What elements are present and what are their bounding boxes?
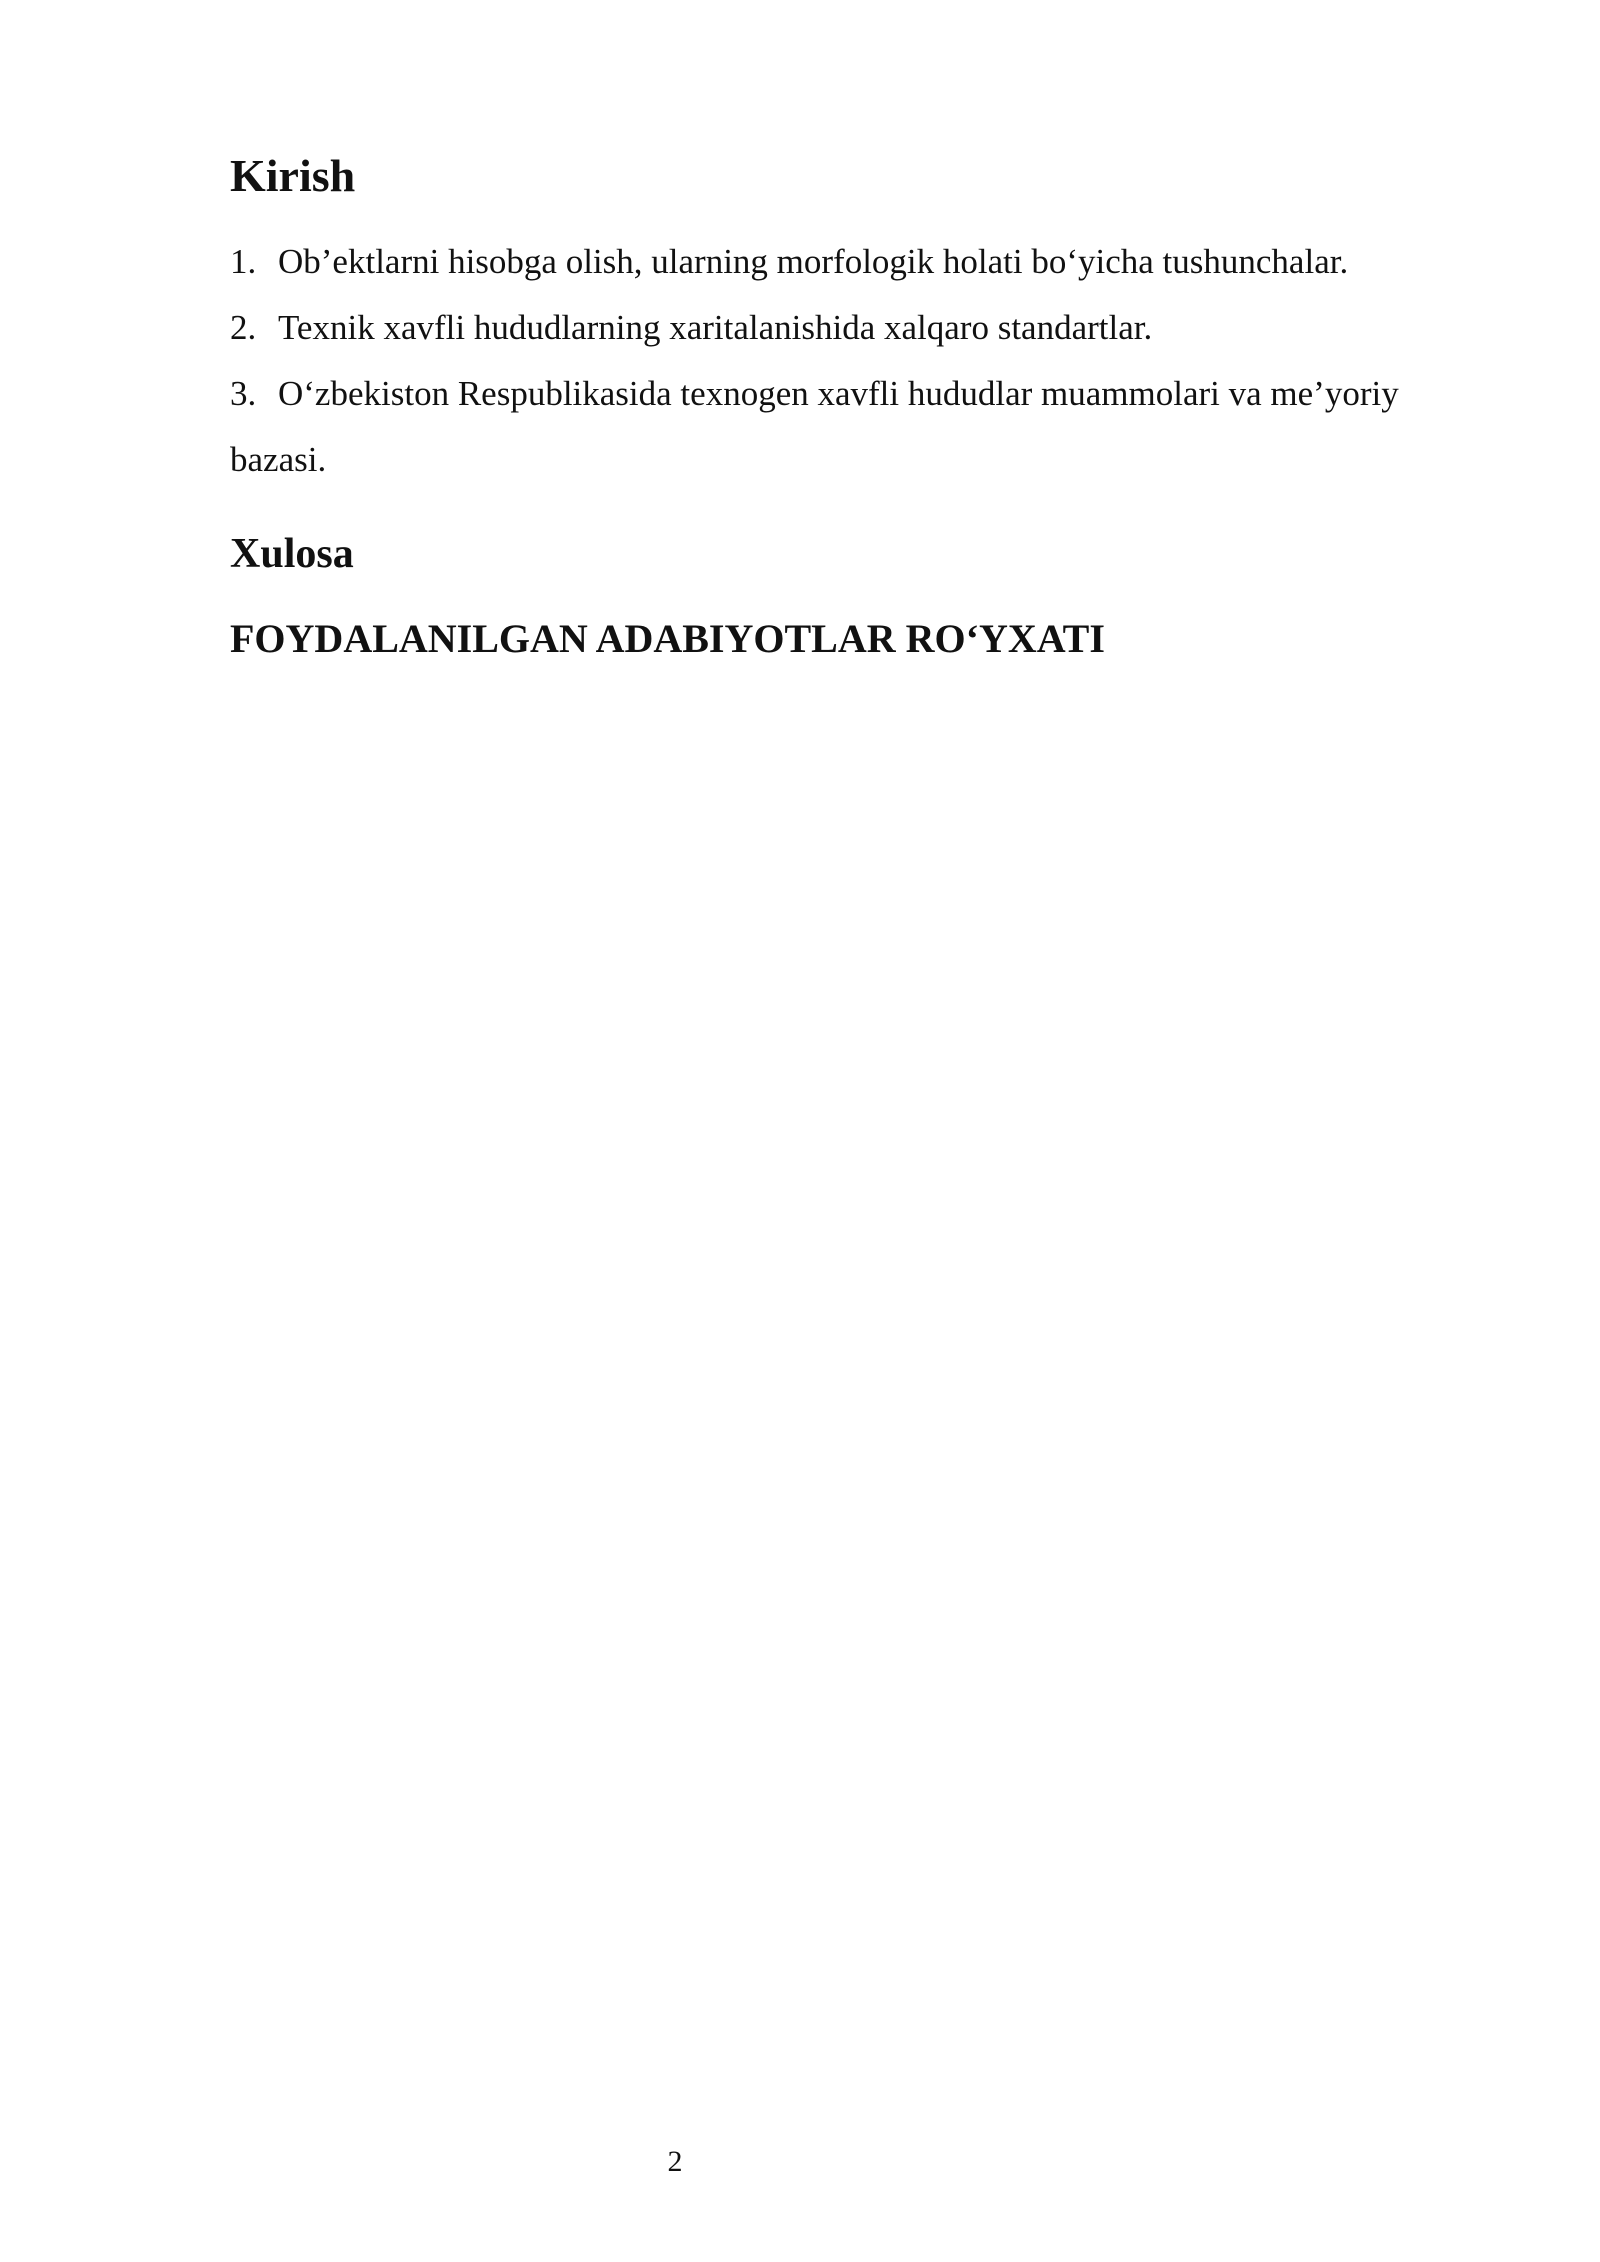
heading-references: FOYDALANILGAN ADABIYOTLAR RO‘YXATI [230,616,1105,662]
list-item [230,295,1490,361]
contents-list [230,229,1490,493]
page-number: 2 [667,2145,683,2178]
list-item-number: 1. [230,241,257,281]
list-item-text: Texnik xavfli hududlarning xaritalanishida xalqaro standartlar. [278,307,1153,347]
list-item-number: 3. [230,373,257,413]
list-item [230,229,1490,295]
list-item-text: O‘zbekiston Respublikasida texnogen xavfli hududlar muammolari va me’yoriy bazasi. [230,373,1399,479]
heading-kirish: Kirish [230,150,356,201]
list-item [230,361,1490,493]
heading-xulosa: Xulosa [230,530,354,577]
list-item-number: 2. [230,307,257,347]
list-item-text: Ob’ektlarni hisobga olish, ularning morfologik holati bo‘yicha tushunchalar. [278,241,1349,281]
page-content [230,150,1490,663]
